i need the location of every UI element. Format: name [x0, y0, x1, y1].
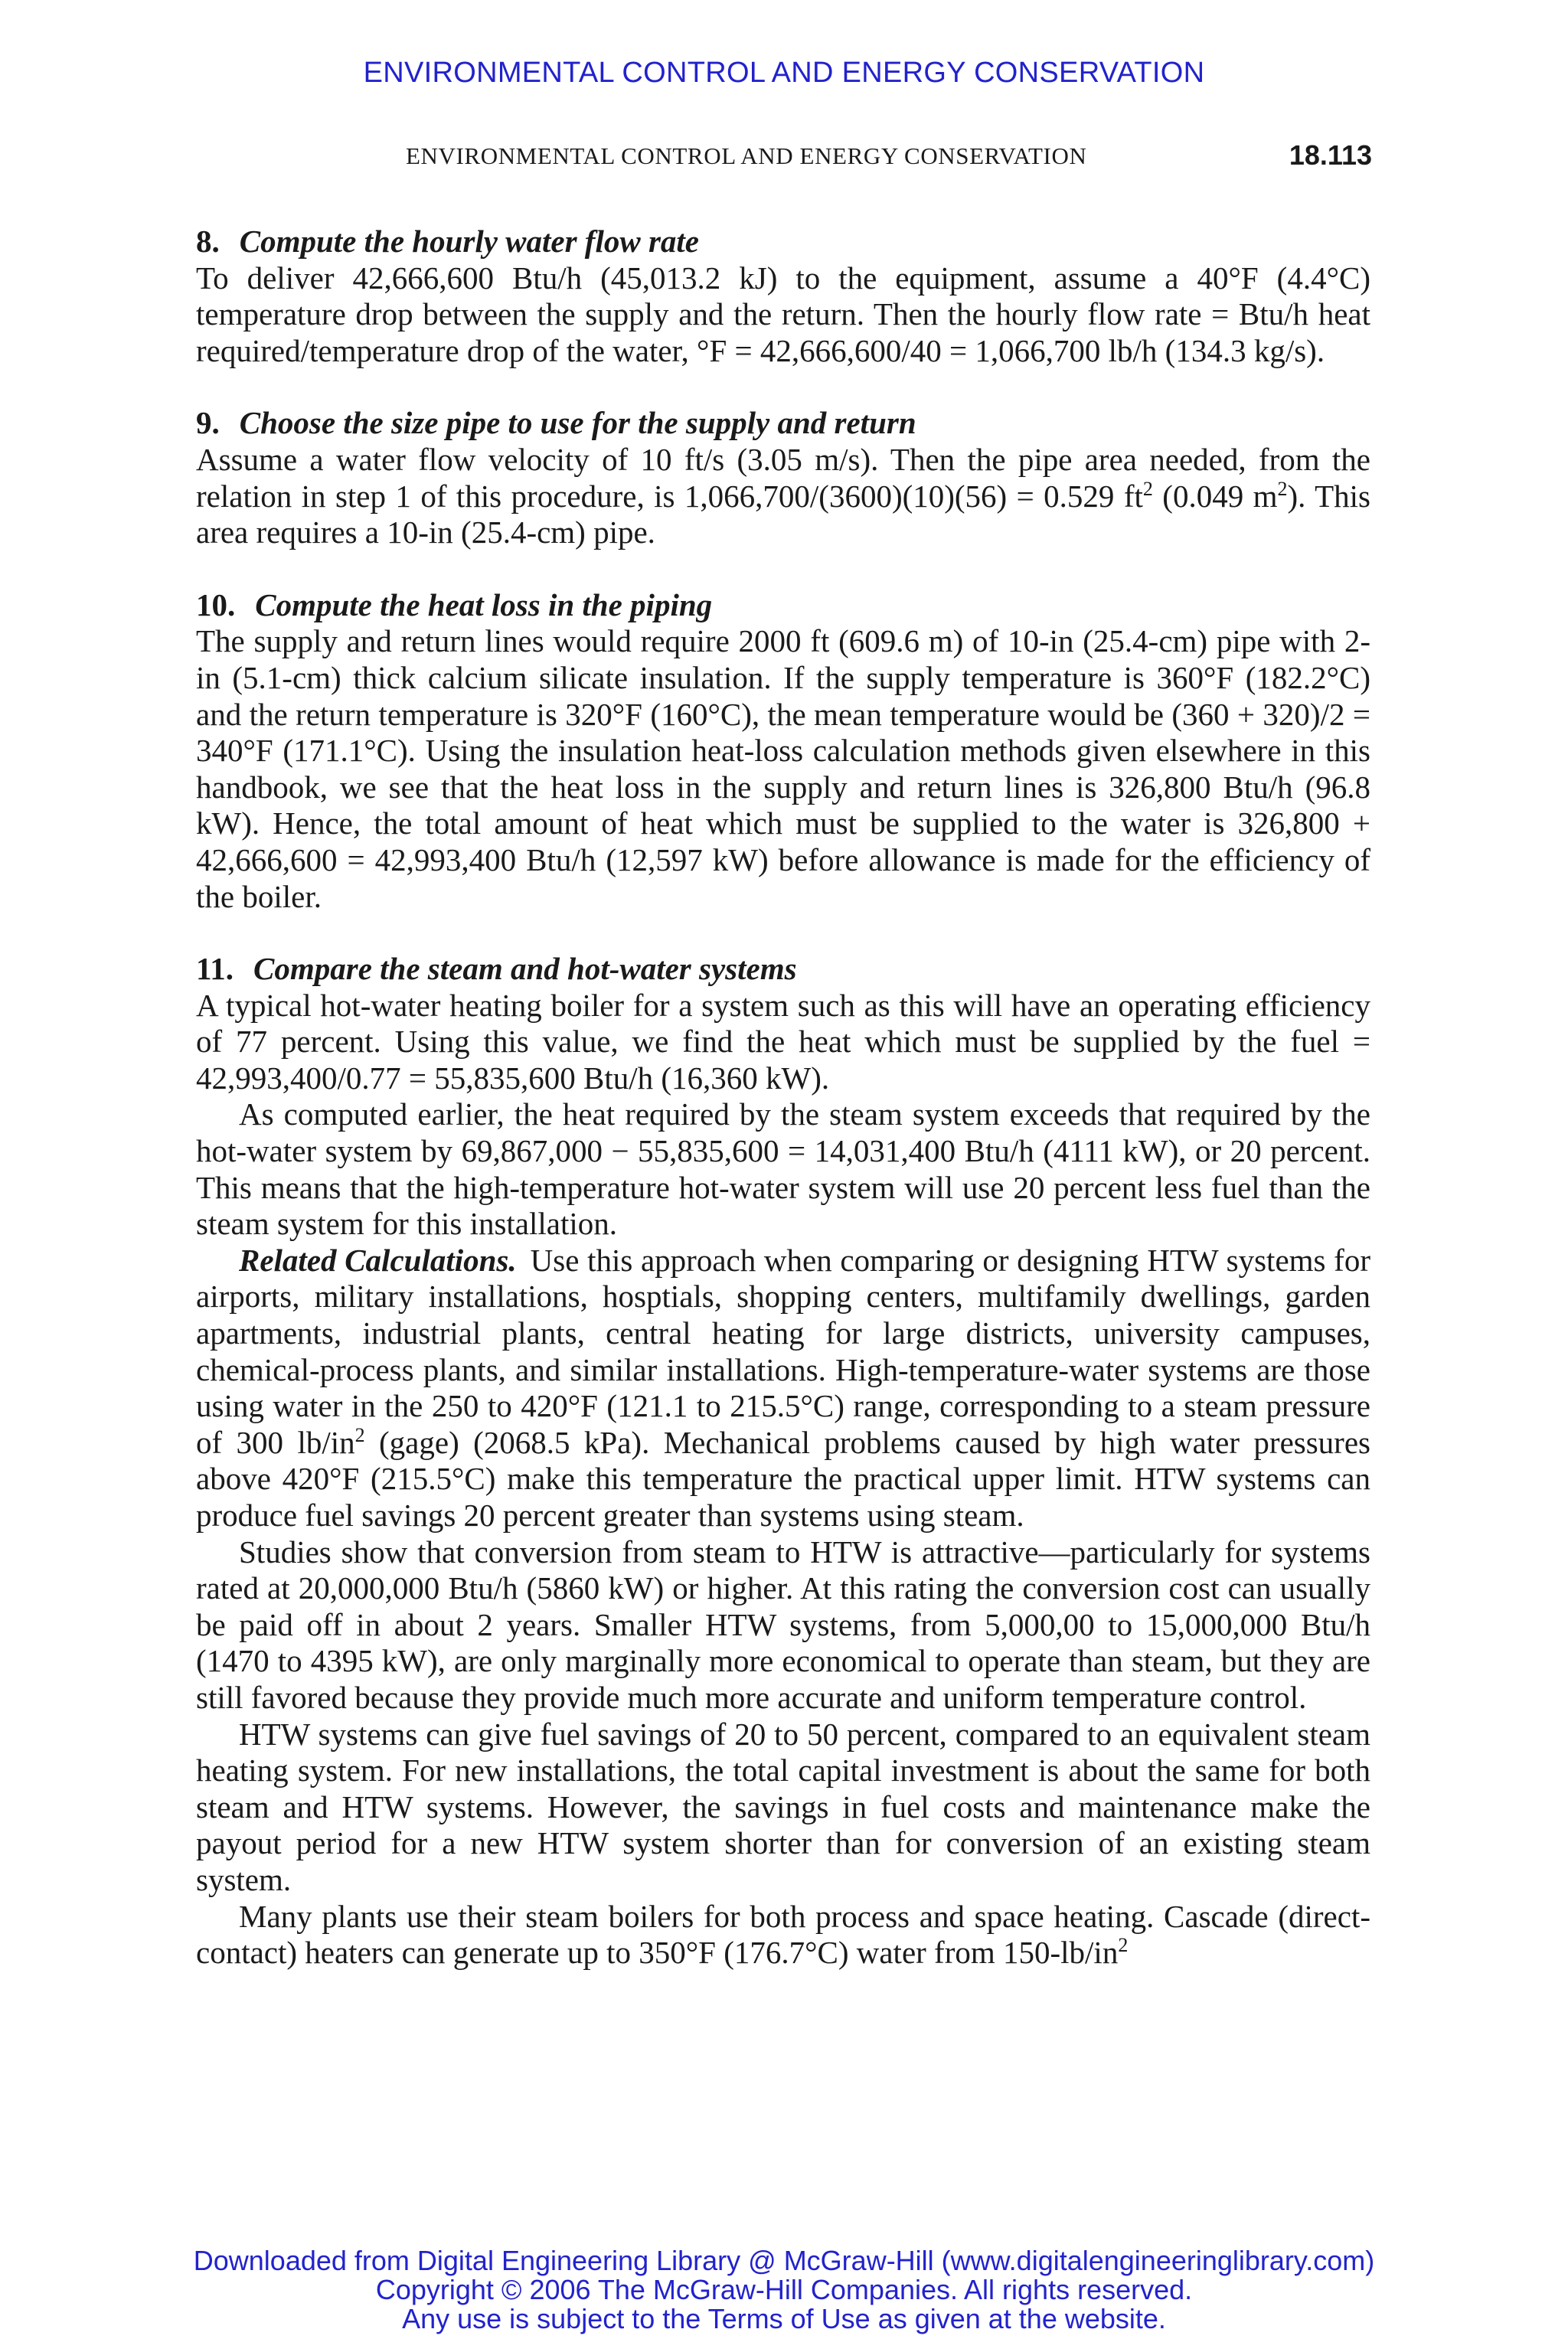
paragraph: HTW systems can give fuel savings of 20 to 50 percent, compared to an equivalent steam heating system. For new installations, the total capital investment is about the same for both steam and HTW systems. However, the savings in fuel costs and maintenance make the payout period for a new HTW system shorter than for conversion of an existing steam system.: [196, 1716, 1370, 1897]
step-body: The supply and return lines would require 2000 ft (609.6 m) of 10-in (25.4-cm) pipe with 2-in (5.1-cm) thick calcium silicate insulation. If the supply temperature is 360°F (182.2°C) and the return temperature is 320°F (160°C), the mean temperature would be (360 + 320)/2 = 340°F (171.1°C). Using the insulation heat-loss calculation methods given elsewhere in this handbook, we see that the heat loss in the supply and return lines is 326,800 Btu/h (96.8 kW). Hence, the total amount of heat which must be supplied to the water is 326,800 + 42,666,600 = 42,993,400 Btu/h (12,597 kW) before allowance is made for the efficiency of the boiler.: [196, 623, 1370, 914]
footer: [0, 2246, 1568, 2334]
footer-copyright: Copyright © 2006 The McGraw-Hill Companies. All rights reserved.: [375, 2274, 1193, 2305]
step-heading: [196, 951, 1370, 988]
superscript: 2: [354, 1423, 365, 1446]
text-run: (0.049 m: [1152, 478, 1278, 514]
step-8: [196, 224, 1370, 369]
step-number: 10.: [196, 586, 236, 622]
running-head: [0, 139, 1568, 176]
step-title: Compute the heat loss in the piping: [255, 586, 713, 622]
text-run: Assume a water flow velocity of 10 ft/s (3.05 m/s). Then the pipe area needed, from the relation in step 1 of this procedure, is 1,066,700/(3600)(10)(56) = 0.529 ft: [196, 441, 1370, 514]
step-number: 8.: [196, 224, 220, 259]
step-11: [196, 951, 1370, 1971]
step-body: To deliver 42,666,600 Btu/h (45,013.2 kJ) to the equipment, assume a 40°F (4.4°C) temperature drop between the supply and the return. Then the hourly flow rate = Btu/h heat required/temperature drop of the water, °F = 42,666,600/40 = 1,066,700 lb/h (134.3 kg/s).: [196, 260, 1370, 368]
superscript: 2: [1277, 477, 1288, 500]
header-title-link[interactable]: ENVIRONMENTAL CONTROL AND ENERGY CONSERVATION: [363, 57, 1205, 89]
step-9: [196, 405, 1370, 550]
paragraph: [196, 1899, 1370, 1971]
text-run: Use this approach when comparing or designing HTW systems for airports, military installations, hosptials, shopping centers, multifamily dwellings, garden apartments, industrial plants, central heating for large districts, university campuses, chemical-process plants, and similar installations. High-temperature-water systems are those using water in the 250 to 420°F (121.1 to 215.5°C) range, corresponding to a steam pressure of 300 lb/in: [196, 1242, 1370, 1460]
footer-download-link[interactable]: Downloaded from Digital Engineering Library @ McGraw-Hill (www.digitalengineeringlibrary.com): [193, 2245, 1375, 2276]
step-heading: [196, 224, 1370, 260]
superscript: 2: [1118, 1934, 1129, 1957]
superscript: 2: [1142, 477, 1153, 500]
text-run: ). This area requires a 10-in (25.4-cm) pipe.: [196, 478, 1371, 550]
step-10: [196, 587, 1370, 915]
text-run: (gage) (2068.5 kPa). Mechanical problems caused by high water pressures above 420°F (215.5°C) make this temperature the practical upper limit. HTW systems can produce fuel savings 20 percent greater than systems using steam.: [196, 1424, 1370, 1533]
running-head-title: ENVIRONMENTAL CONTROL AND ENERGY CONSERVATION: [406, 142, 1087, 169]
step-number: 9.: [196, 405, 220, 441]
step-title: Compute the hourly water flow rate: [239, 224, 699, 259]
related-calculations-label: Related Calculations.: [239, 1242, 517, 1278]
step-heading: [196, 405, 1370, 442]
related-calculations-paragraph: [196, 1243, 1370, 1534]
step-title: Compare the steam and hot-water systems: [253, 951, 797, 987]
step-body: [196, 442, 1370, 551]
page-number: 18.113: [1289, 139, 1372, 171]
step-title: Choose the size pipe to use for the supply and return: [239, 405, 916, 441]
footer-terms-link[interactable]: Any use is subject to the Terms of Use as given at the website.: [402, 2303, 1166, 2334]
text-run: Many plants use their steam boilers for both process and space heating. Cascade (direct-contact) heaters can generate up to 350°F (176.7°C) water from 150-lb/in: [196, 1898, 1370, 1971]
step-heading: [196, 587, 1370, 624]
step-body: A typical hot-water heating boiler for a system such as this will have an operating efficiency of 77 percent. Using this value, we find the heat which must be supplied by the fuel = 42,993,400/0.77 = 55,835,600 Btu/h (16,360 kW).: [196, 987, 1370, 1096]
page-body: [196, 224, 1370, 1971]
paragraph: Studies show that conversion from steam to HTW is attractive—particularly for systems rated at 20,000,000 Btu/h (5860 kW) or higher. At this rating the conversion cost can usually be paid off in about 2 years. Smaller HTW systems, from 5,000,00 to 15,000,000 Btu/h (1470 to 4395 kW), are only marginally more economical to operate than steam, but they are still favored because they provide much more accurate and uniform temperature control.: [196, 1534, 1370, 1715]
step-number: 11.: [196, 951, 234, 987]
paragraph: As computed earlier, the heat required by the steam system exceeds that required by the hot-water system by 69,867,000 − 55,835,600 = 14,031,400 Btu/h (4111 kW), or 20 percent. This means that the high-temperature hot-water system will use 20 percent less fuel than the steam system for this installation.: [196, 1096, 1370, 1242]
